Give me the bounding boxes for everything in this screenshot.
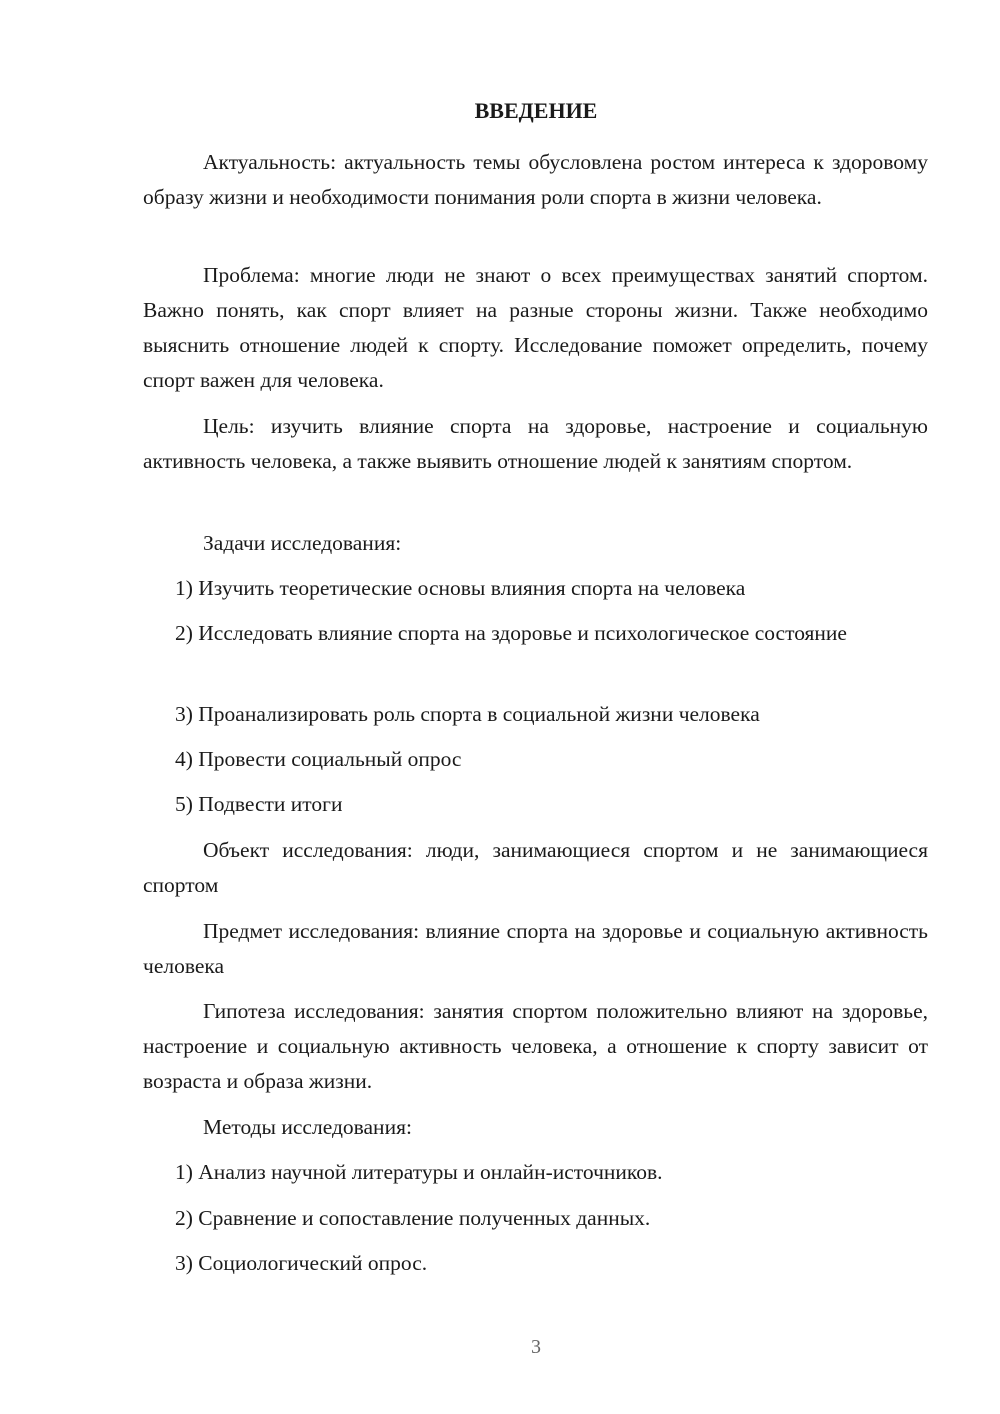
tasks-heading: Задачи исследования: <box>203 531 402 555</box>
task-item-4: 4) Провести социальный опрос <box>175 747 462 771</box>
page-number: 3 <box>531 1336 541 1358</box>
problem-paragraph: Проблема: многие люди не знают о всех преимуществах занятий спортом. Важно понять, как спорт влияет на разные стороны жизни. Также необходимо выяснить отношение людей к спорту. Исследование поможет определить, почему спорт важен для человека. <box>143 263 928 392</box>
hypothesis-paragraph: Гипотеза исследования: занятия спортом положительно влияют на здоровье, настроение и социальную активность человека, а отношение к спорту зависит от возраста и образа жизни. <box>143 999 928 1093</box>
task-item-5: 5) Подвести итоги <box>175 792 343 816</box>
method-item-1: 1) Анализ научной литературы и онлайн-источников. <box>175 1160 663 1184</box>
task-item-1: 1) Изучить теоретические основы влияния спорта на человека <box>175 576 746 600</box>
section-title: ВВЕДЕНИЕ <box>474 98 598 123</box>
method-item-3: 3) Социологический опрос. <box>175 1251 428 1275</box>
method-item-2: 2) Сравнение и сопоставление полученных данных. <box>175 1206 651 1230</box>
goal-paragraph: Цель: изучить влияние спорта на здоровье, настроение и социальную активность человека, а также выявить отношение людей к занятиям спортом. <box>143 414 928 473</box>
methods-heading: Методы исследования: <box>203 1115 412 1139</box>
object-paragraph: Объект исследования: люди, занимающиеся спортом и не занимающиеся спортом <box>143 838 928 897</box>
relevance-paragraph: Актуальность: актуальность темы обусловлена ростом интереса к здоровому образу жизни и необходимости понимания роли спорта в жизни человека. <box>143 150 928 209</box>
task-item-3: 3) Проанализировать роль спорта в социальной жизни человека <box>175 702 760 726</box>
subject-paragraph: Предмет исследования: влияние спорта на здоровье и социальную активность человека <box>143 919 928 978</box>
task-item-2: 2) Исследовать влияние спорта на здоровье и психологическое состояние <box>175 621 847 645</box>
